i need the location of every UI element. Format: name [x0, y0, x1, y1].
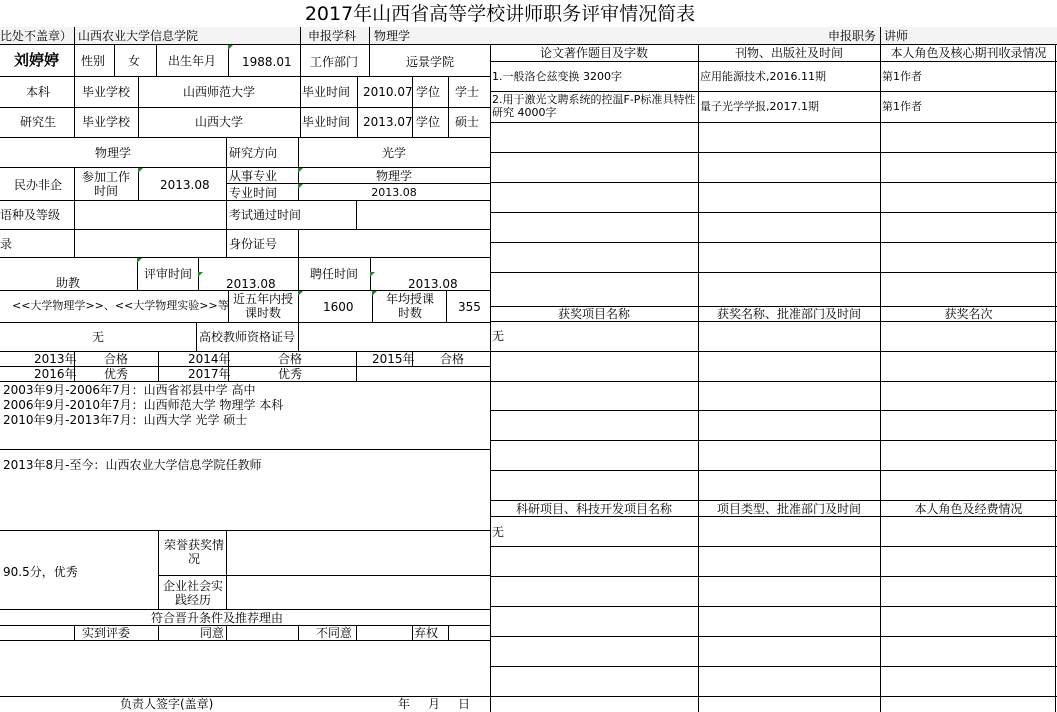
comment-marker-icon — [198, 272, 203, 277]
avg-value: 355 — [458, 300, 481, 314]
grid-line — [1055, 44, 1056, 712]
projects-header: 科研项目、科技开发项目名称 — [515, 502, 672, 516]
grid-line — [226, 183, 490, 184]
hours5-value: 1600 — [323, 300, 354, 314]
grid-line — [357, 76, 358, 137]
social-label: 企业社会实践经历 — [162, 579, 223, 607]
grid-line — [490, 606, 1057, 607]
awards-header: 获奖名称、批准部门及时间 — [716, 307, 861, 321]
papers-header: 刊物、出版社及时间 — [734, 46, 843, 60]
year-label: 年 — [398, 697, 411, 711]
grid-line — [698, 44, 699, 712]
grid-line — [490, 212, 1057, 213]
grid-line — [0, 640, 490, 641]
papers-header: 本人角色及核心期刊收录情况 — [890, 46, 1047, 60]
grid-line — [0, 530, 490, 531]
grid-line — [490, 44, 491, 712]
edu-school: 山西大学 — [194, 115, 243, 129]
qualification-value: 无 — [92, 330, 105, 344]
courses: <<大学物理学>>、<<大学物理实验>>等 — [12, 299, 229, 312]
dept-value: 远景学院 — [406, 55, 455, 69]
gender-value: 女 — [128, 54, 141, 68]
grid-line — [158, 530, 159, 609]
grid-line — [490, 666, 1057, 667]
work-start-label: 参加工作时间 — [81, 170, 130, 198]
grid-line — [356, 200, 357, 229]
paper-title: 1.一般洛仑兹变换 3200字 — [492, 70, 622, 83]
grid-line — [226, 530, 227, 609]
grid-line — [490, 272, 1057, 273]
edu-level: 本科 — [26, 85, 51, 99]
edu-school-label: 毕业学校 — [82, 85, 131, 99]
sign-label: 负责人签字(盖章) — [120, 697, 214, 711]
grid-line — [490, 91, 1057, 92]
assess-year: 2014年 — [188, 352, 231, 366]
grid-line — [446, 290, 447, 322]
apply-subject: 物理学 — [374, 29, 411, 43]
grid-line — [0, 322, 490, 323]
grid-line — [490, 410, 1057, 411]
grid-line — [74, 27, 75, 44]
qualification-label: 高校教师资格证号 — [199, 330, 296, 344]
awards-header: 获奖名次 — [944, 307, 993, 321]
record-label: 录 — [0, 237, 13, 251]
grid-line — [490, 182, 1057, 183]
projects-header: 本人角色及经费情况 — [914, 502, 1023, 516]
grid-line — [298, 229, 299, 257]
comment-marker-icon — [298, 184, 303, 189]
paper-role: 第1作者 — [882, 100, 922, 113]
assess-result: 合格 — [440, 352, 465, 366]
grid-line — [490, 516, 1057, 517]
paper-journal: 应用能源技术,2016.11期 — [700, 70, 826, 83]
grid-line — [158, 575, 490, 576]
avg-label: 年均授课时数 — [385, 292, 434, 320]
apply-post: 讲师 — [884, 29, 909, 43]
edu-level: 研究生 — [20, 115, 57, 129]
apply-subject-label: 申报学科 — [308, 29, 357, 43]
day-label: 日 — [458, 697, 471, 711]
paper-journal: 量子光学学报,2017.1期 — [700, 100, 819, 113]
grid-line — [300, 44, 301, 137]
present-label: 实到评委 — [82, 626, 131, 640]
page-title: 2017年山西省高等学校讲师职务评审情况简表 — [304, 3, 696, 25]
assess-result: 合格 — [104, 352, 129, 366]
grid-line — [0, 609, 490, 610]
review-label: 评审时间 — [144, 267, 193, 281]
edu-school: 山西师范大学 — [182, 85, 255, 99]
comment-marker-icon — [370, 272, 375, 277]
edu-grad-label: 毕业时间 — [302, 85, 351, 99]
grid-line — [156, 44, 157, 76]
grid-line — [298, 625, 299, 640]
grid-line — [196, 322, 197, 351]
birth-label: 出生年月 — [168, 54, 217, 68]
work-start: 2013.08 — [160, 178, 210, 192]
grid-line — [74, 167, 75, 257]
org-type: 民办非企 — [14, 178, 63, 192]
lang-label: 语种及等级 — [0, 208, 61, 222]
grid-line — [356, 625, 357, 640]
comment-marker-icon — [137, 258, 142, 263]
engaged-major: 物理学 — [375, 169, 412, 183]
grid-line — [369, 27, 370, 44]
person-name: 刘婷婷 — [14, 51, 60, 69]
grid-line — [0, 696, 490, 697]
comment-marker-icon — [298, 291, 303, 296]
grid-line — [880, 44, 881, 712]
grid-line — [0, 44, 1057, 45]
review-value: 2013.08 — [226, 277, 276, 291]
evaluation: 90.5分，优秀 — [3, 565, 78, 579]
grid-line — [490, 351, 1057, 352]
assess-year: 2016年 — [34, 367, 77, 381]
study-history-item: 2006年9月-2010年7月：山西师范大学 物理学 本科 — [3, 398, 284, 412]
grid-line — [300, 27, 301, 44]
comment-marker-icon — [372, 291, 377, 296]
hire-label: 聘任时间 — [310, 267, 359, 281]
comment-marker-icon — [228, 45, 233, 50]
grid-line — [880, 27, 881, 44]
agree-label: 同意 — [200, 626, 225, 640]
paper-role: 第1作者 — [882, 70, 922, 83]
study-history-item: 2010年9月-2013年7月：山西大学 光学 硕士 — [3, 413, 248, 427]
stamp-note: 比处不盖章） — [0, 29, 73, 43]
grid-line — [356, 351, 357, 381]
grid-line — [298, 257, 299, 290]
grid-line — [490, 122, 1057, 123]
assess-result: 优秀 — [104, 367, 129, 381]
assess-year: 2015年 — [372, 352, 415, 366]
edu-degree-label: 学位 — [416, 115, 441, 129]
direction-label: 研究方向 — [229, 146, 278, 160]
assess-year: 2017年 — [188, 367, 231, 381]
current-post: 助教 — [56, 276, 81, 290]
grid-line — [74, 44, 75, 137]
grid-line — [490, 500, 1057, 501]
edu-degree: 硕士 — [455, 115, 480, 129]
grid-line — [490, 546, 1057, 547]
unit-name: 山西农业大学信息学院 — [78, 29, 199, 43]
recommend-label: 符合晋升条件及推荐理由 — [150, 611, 283, 625]
id-label: 身份证号 — [229, 237, 278, 251]
papers-header: 论文著作题目及字数 — [539, 46, 648, 60]
assess-result: 合格 — [278, 352, 303, 366]
disagree-label: 不同意 — [316, 626, 353, 640]
grid-line — [448, 625, 449, 640]
apply-post-label: 申报职务 — [828, 29, 877, 43]
assess-result: 优秀 — [278, 367, 303, 381]
work-history: 2013年8月-至今：山西农业大学信息学院任教师 — [3, 458, 262, 472]
exam-label: 考试通过时间 — [229, 208, 302, 222]
grid-line — [158, 625, 159, 640]
grid-line — [490, 321, 1057, 322]
month-label: 月 — [428, 697, 441, 711]
grid-line — [0, 137, 490, 138]
gender-label: 性别 — [81, 54, 106, 68]
edu-grad: 2010.07 — [363, 85, 413, 99]
grid-line — [298, 322, 299, 351]
grid-line — [490, 696, 1057, 697]
grid-line — [226, 625, 227, 640]
grid-line — [490, 636, 1057, 637]
awards-header: 获奖项目名称 — [557, 307, 630, 321]
hire-value: 2013.08 — [408, 277, 458, 291]
major-time: 2013.08 — [371, 186, 417, 199]
major-value: 物理学 — [94, 146, 131, 160]
award-first: 无 — [492, 329, 505, 343]
grid-line — [0, 449, 490, 450]
honors-label: 荣誉获奖情况 — [163, 538, 224, 566]
abstain-label: 弃权 — [414, 626, 439, 640]
edu-grad-label: 毕业时间 — [302, 115, 351, 129]
grid-line — [0, 381, 490, 382]
direction-value: 光学 — [381, 146, 406, 160]
grid-line — [490, 381, 1057, 382]
project-first: 无 — [492, 525, 505, 539]
comment-marker-icon — [298, 168, 303, 173]
grid-line — [369, 44, 370, 76]
engaged-major-label: 从事专业 — [229, 169, 278, 183]
grid-line — [0, 257, 490, 258]
edu-grad: 2013.07 — [363, 115, 413, 129]
grid-line — [448, 76, 449, 137]
grid-line — [74, 625, 75, 640]
grid-line — [490, 242, 1057, 243]
comment-marker-icon — [138, 168, 143, 173]
paper-title: 2.用于激光文聘系统的控温F-P标准具特性研究 4000字 — [492, 93, 696, 119]
study-history-item: 2003年9月-2006年7月：山西省祁县中学 高中 — [3, 383, 256, 397]
grid-line — [490, 470, 1057, 471]
grid-line — [490, 152, 1057, 153]
grid-line — [490, 576, 1057, 577]
grid-line — [412, 625, 413, 640]
projects-header: 项目类型、批准部门及时间 — [716, 502, 861, 516]
assess-year: 2013年 — [34, 352, 77, 366]
birth-value: 1988.01 — [242, 55, 292, 69]
grid-line — [158, 351, 159, 381]
grid-line — [490, 61, 1057, 62]
major-time-label: 专业时间 — [229, 186, 278, 200]
grid-line — [226, 137, 227, 257]
edu-school-label: 毕业学校 — [82, 115, 131, 129]
grid-line — [114, 44, 115, 76]
hours5-label: 近五年内授课时数 — [232, 292, 293, 320]
dept-label: 工作部门 — [310, 55, 359, 69]
edu-degree: 学士 — [455, 85, 480, 99]
grid-line — [490, 440, 1057, 441]
edu-degree-label: 学位 — [416, 85, 441, 99]
